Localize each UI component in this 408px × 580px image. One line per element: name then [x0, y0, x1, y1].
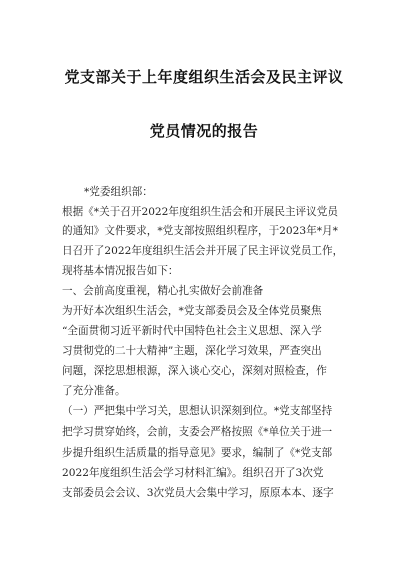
salutation: *党委组织部： [84, 186, 153, 198]
body-line: 步提升组织生活质量的指导意见》要求，编制了《*党支部 [62, 447, 333, 459]
body-line: 的通知》文件要求，*党支部按照组织程序，于2023年*月* [62, 225, 338, 237]
body-line: 为开好本次组织生活会，*党支部委员会及全体党员聚焦 [62, 305, 322, 317]
body-line: 问题，深挖思想根源，深入谈心交心，深刻对照检查，作 [62, 365, 327, 377]
section-heading: 一、会前高度重视，精心扎实做好会前准备 [62, 285, 264, 297]
body-line: 习贯彻党的二十大精神”主题，深化学习效果，严查突出 [62, 345, 322, 357]
body-line: “全面贯彻习近平新时代中国特色社会主义思想、深入学 [62, 325, 322, 337]
body-line: 了充分准备。 [62, 385, 126, 397]
body-line: 日召开了2022年度组织生活会并开展了民主评议党员工作， [62, 245, 344, 257]
body-line: 根据《*关于召开2022年度组织生活会和开展民主评议党员 [62, 206, 338, 218]
body-line: 2022年度组织生活会学习材料汇编》。组织召开了3次党 [62, 467, 324, 479]
body-line: 把学习贯穿始终，会前，支委会严格按照《*单位关于进一 [62, 426, 333, 438]
body-line: 支部委员会会议、3次党员大会集中学习，原原本本、逐字 [62, 487, 334, 499]
subsection-heading: （一）严把集中学习关，思想认识深刻到位。*党支部坚持 [62, 405, 333, 417]
document-title-line-2: 党员情况的报告 [149, 122, 259, 140]
body-line: 现将基本情况报告如下： [62, 265, 179, 277]
document-title-line-1: 党支部关于上年度组织生活会及民主评议 [64, 68, 344, 86]
